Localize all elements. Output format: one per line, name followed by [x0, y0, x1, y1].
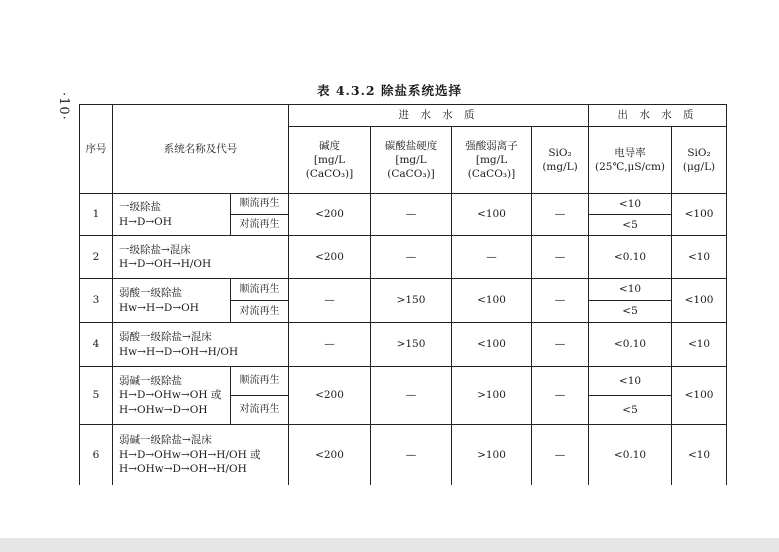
table-cell: — [371, 367, 452, 425]
table-cell: >100 [452, 425, 532, 485]
table-cell: — [532, 323, 589, 367]
cell-text-line: 碱度 [319, 139, 340, 152]
table-cell: 2 [80, 236, 113, 279]
table-cell: <10 [672, 425, 727, 485]
header-no: 序号 [80, 105, 113, 194]
cell-text-line: 强酸弱离子 [465, 139, 518, 152]
table-cell: <100 [672, 367, 727, 425]
table-cell: 3 [80, 279, 113, 323]
table-cell: <200 [289, 236, 371, 279]
page-number: ·10· [56, 92, 71, 121]
cell-text-line: 电导率 [614, 146, 646, 159]
cell-text-line: 弱碱一级除盐 [119, 375, 182, 388]
table-cell: <0.10 [589, 236, 672, 279]
header-sio2-outlet [672, 127, 727, 194]
table-cell: — [289, 323, 371, 367]
table-cell: <100 [672, 194, 727, 236]
header-alkalinity [289, 127, 371, 194]
table-cell: <10 [672, 323, 727, 367]
table-cell: <100 [672, 279, 727, 323]
table-cell: — [371, 194, 452, 236]
table-cell: <10 [589, 194, 672, 215]
table-cell [113, 194, 231, 236]
cell-text-line: (25℃,μS/cm) [595, 161, 666, 173]
table-row [80, 236, 727, 279]
cell-text-line: (μg/L) [682, 161, 716, 173]
cell-text-line: 一级除盐→混床 [119, 243, 191, 256]
table-cell: <200 [289, 425, 371, 485]
table-cell [113, 367, 231, 425]
table-cell: <100 [452, 323, 532, 367]
cell-text-line: H→OHw→D→OH [119, 403, 208, 416]
table-cell: — [532, 367, 589, 425]
table-cell: <100 [452, 279, 532, 323]
table-cell [113, 236, 289, 279]
cell-text-line: [mg/L [395, 153, 427, 166]
table-cell: — [371, 425, 452, 485]
table-cell: 5 [80, 367, 113, 425]
table-cell: <100 [452, 194, 532, 236]
cell-text-line: SiO₂ [548, 146, 572, 159]
cell-text-line: H→D→OH→H/OH [119, 258, 212, 270]
table-cell: <0.10 [589, 323, 672, 367]
table-cell: 对流再生 [231, 396, 289, 425]
header-conductivity [589, 127, 672, 194]
cell-text-line: (CaCO₃)] [305, 168, 354, 181]
table-row [80, 194, 727, 215]
table-cell: <200 [289, 367, 371, 425]
table-cell: 对流再生 [231, 215, 289, 236]
cell-text-line: H→D→OH [119, 215, 172, 228]
table-cell: — [371, 236, 452, 279]
cell-text-line: 弱碱一级除盐→混床 [119, 434, 212, 447]
table-cell: <0.10 [589, 425, 672, 485]
cell-text-line: H→D→OHw→OH 或 [119, 389, 222, 402]
table-cell: <5 [589, 215, 672, 236]
table-row [80, 367, 727, 396]
cell-text-line: 碳酸盐硬度 [384, 139, 438, 152]
table-cell: — [532, 236, 589, 279]
header-carbonate-hardness [371, 127, 452, 194]
cell-text-line: SiO₂ [687, 146, 711, 159]
cell-text-line: (CaCO₃)] [387, 168, 435, 181]
table-row [80, 425, 727, 485]
table-cell [113, 323, 289, 367]
header-outlet-group: 出 水 水 质 [589, 105, 727, 127]
table-row [80, 279, 727, 301]
table-cell: — [289, 279, 371, 323]
table-cell: >100 [452, 367, 532, 425]
table-cell: 1 [80, 194, 113, 236]
cell-text-line: Hw→H→D→OH→H/OH [119, 345, 239, 358]
cell-text-line: Hw→H→D→OH [119, 301, 199, 314]
page-bottom-edge [0, 538, 779, 552]
table-row [80, 323, 727, 367]
header-system: 系统名称及代号 [113, 105, 289, 194]
table-caption: 表 4.3.2 除盐系统选择 [316, 83, 462, 98]
table-cell: — [452, 236, 532, 279]
header-strong-acid-anion [452, 127, 532, 194]
table-cell: <5 [589, 396, 672, 425]
table-cell: — [532, 279, 589, 323]
header-sio2-inlet [532, 127, 589, 194]
table-cell: >150 [371, 323, 452, 367]
table-cell: 顺流再生 [231, 279, 289, 301]
table-cell: 顺流再生 [231, 367, 289, 396]
table-cell: 对流再生 [231, 301, 289, 323]
table-cell: — [532, 425, 589, 485]
cell-text-line: H→D→OHw→OH→H/OH 或 [119, 448, 261, 461]
desalination-system-table [79, 104, 727, 485]
table-cell: 6 [80, 425, 113, 485]
cell-text-line: 一级除盐 [119, 201, 161, 214]
table-cell [113, 279, 231, 323]
table-cell: <10 [589, 279, 672, 301]
table-cell: <5 [589, 301, 672, 323]
cell-text-line: H→OHw→D→OH→H/OH [119, 462, 247, 475]
table-cell [113, 425, 289, 485]
table-cell: <200 [289, 194, 371, 236]
table-cell: >150 [371, 279, 452, 323]
cell-text-line: [mg/L [475, 153, 508, 166]
cell-text-line: 弱酸一级除盐→混床 [119, 331, 212, 344]
cell-text-line: (CaCO₃)] [467, 168, 516, 181]
table-cell: 顺流再生 [231, 194, 289, 215]
header-inlet-group: 进 水 水 质 [289, 105, 589, 127]
table-cell: <10 [672, 236, 727, 279]
table-cell: — [532, 194, 589, 236]
cell-text-line: (mg/L) [542, 161, 578, 173]
cell-text-line: [mg/L [313, 153, 346, 166]
table-cell: 4 [80, 323, 113, 367]
cell-text-line: 弱酸一级除盐 [119, 287, 182, 300]
table-cell: <10 [589, 367, 672, 396]
